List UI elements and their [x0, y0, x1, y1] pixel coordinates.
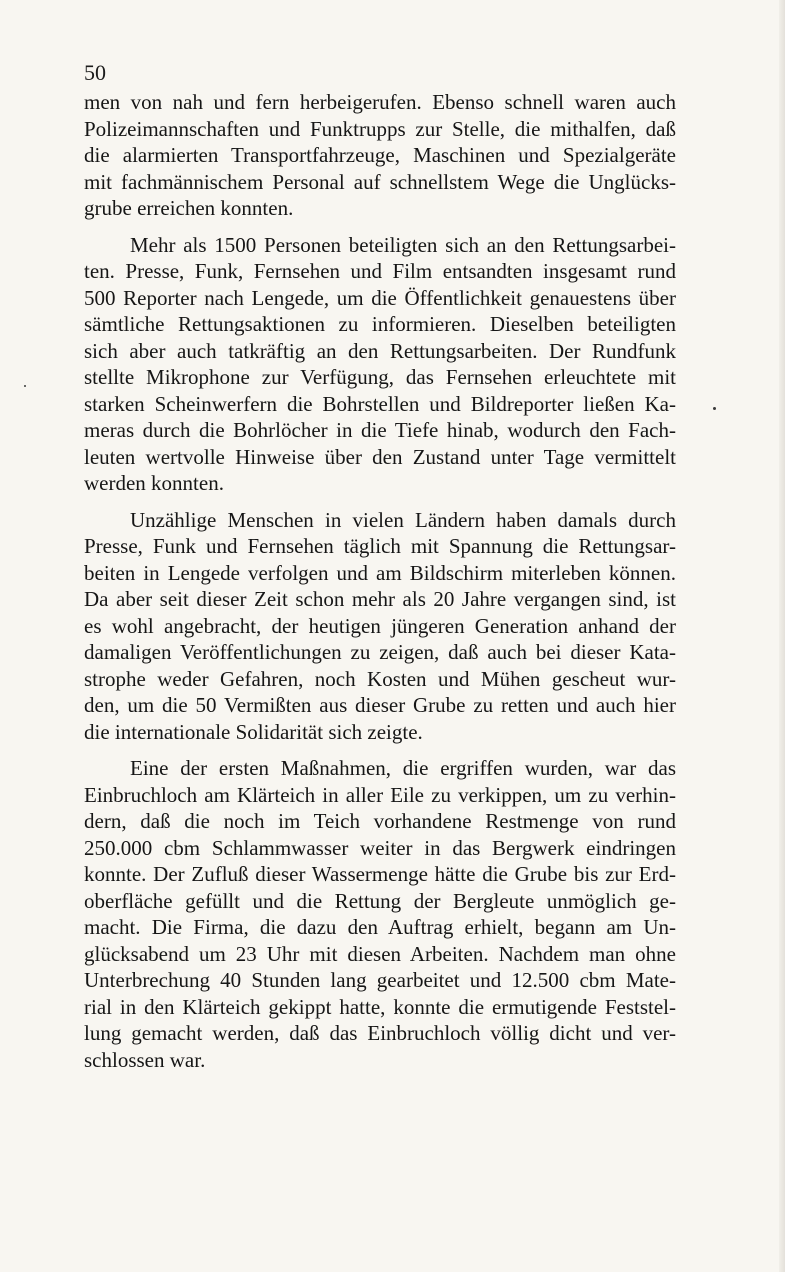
paragraph-2 [84, 232, 676, 497]
text-line: dern, daß die noch im Teich vorhandene Restmenge von rund [84, 809, 676, 833]
text-line: die alarmierten Transportfahrzeuge, Maschinen und Spezialgeräte [84, 143, 676, 167]
text-line: es wohl angebracht, der heutigen jüngeren Generation anhand der [84, 613, 676, 638]
text-line: rial in den Klärteich gekippt hatte, konnte die ermutigende Feststel- [84, 994, 676, 1019]
text-line: 500 Reporter nach Lengede, um die Öffentlichkeit genauestens über [84, 285, 676, 310]
text-line: men von nah und fern herbeigerufen. Ebenso schnell waren auch [84, 90, 676, 114]
text-line: konnte. Der Zufluß dieser Wassermenge hätte die Grube bis zur Erd- [84, 862, 676, 886]
text-line: ten. Presse, Funk, Fernsehen und Film entsandten insgesamt rund [84, 259, 676, 283]
text-line: Polizeimannschaften und Funktrupps zur Stelle, die mithalfen, daß [84, 116, 676, 141]
text-line: Presse, Funk und Fernsehen täglich mit Spannung die Rettungsar- [84, 534, 676, 558]
text-line: starken Scheinwerfern die Bohrstellen und Bildreporter ließen Ka- [84, 391, 676, 416]
text-line: grube erreichen konnten. [84, 196, 294, 220]
text-line: Einbruchloch am Klärteich in aller Eile zu verkippen, um zu verhin- [84, 782, 676, 807]
page-edge [779, 0, 785, 1272]
ink-speck [713, 407, 716, 410]
page-number: 50 [84, 60, 106, 85]
text-line: werden konnten. [84, 471, 224, 495]
text-line: leuten wertvolle Hinweise über den Zustand unter Tage vermittelt [84, 444, 676, 469]
text-line: Mehr als 1500 Personen beteiligten sich an den Rettungsarbei- [130, 232, 676, 257]
text-line: schlossen war. [84, 1047, 206, 1072]
text-line: sich aber auch tatkräftig an den Rettungsarbeiten. Der Rundfunk [84, 338, 676, 363]
text-line: sämtliche Rettungsaktionen zu informieren. Dieselben beteiligten [84, 312, 676, 336]
text-line: meras durch die Bohrlöcher in die Tiefe hinab, wodurch den Fach- [84, 418, 676, 442]
text-line: glücksabend um 23 Uhr mit diesen Arbeiten. Nachdem man ohne [84, 941, 676, 966]
paragraph-4 [84, 755, 676, 1073]
ink-speck [24, 385, 26, 387]
text-line: strophe weder Gefahren, noch Kosten und Mühen gescheut wur- [84, 666, 676, 691]
text-line: 250.000 cbm Schlammwasser weiter in das Bergwerk eindringen [84, 835, 676, 860]
text-line: Eine der ersten Maßnahmen, die ergriffen wurden, war das [130, 756, 676, 780]
text-line: die internationale Solidarität sich zeigte. [84, 719, 423, 744]
text-line: damaligen Veröffentlichungen zu zeigen, daß auch bei dieser Kata- [84, 640, 676, 664]
text-line: mit fachmännischem Personal auf schnellstem Wege die Unglücks- [84, 169, 676, 194]
text-line: oberfläche gefüllt und die Rettung der Bergleute unmöglich ge- [84, 888, 676, 913]
text-line: stellte Mikrophone zur Verfügung, das Fernsehen erleuchtete mit [84, 365, 676, 389]
text-line: lung gemacht werden, daß das Einbruchloch völlig dicht und ver- [84, 1021, 676, 1045]
text-line: beiten in Lengede verfolgen und am Bildschirm miterleben können. [84, 560, 676, 585]
text-line: macht. Die Firma, die dazu den Auftrag erhielt, begann am Un- [84, 915, 676, 939]
paragraph-3 [84, 507, 676, 746]
paragraph-1 [84, 89, 676, 222]
text-line: Da aber seit dieser Zeit schon mehr als 20 Jahre vergangen sind, ist [84, 587, 676, 611]
text-line: Unzählige Menschen in vielen Ländern haben damals durch [130, 507, 676, 532]
body-text [84, 89, 676, 1083]
text-line: den, um die 50 Vermißten aus dieser Grube zu retten und auch hier [84, 693, 676, 717]
text-line: Unterbrechung 40 Stunden lang gearbeitet und 12.500 cbm Mate- [84, 968, 676, 992]
